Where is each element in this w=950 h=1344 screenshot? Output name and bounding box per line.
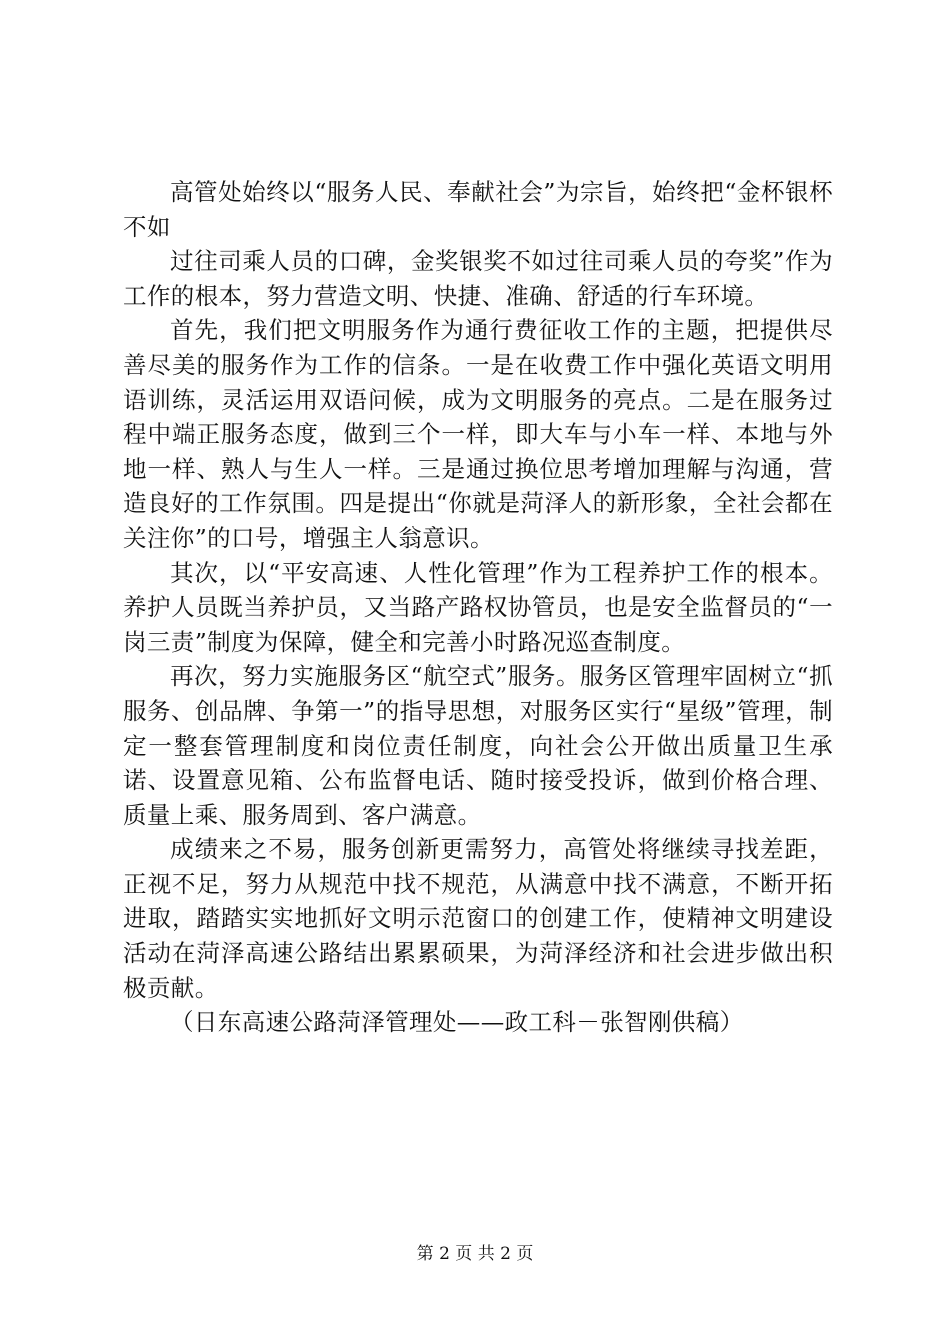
paragraph-conclusion: 成绩来之不易，服务创新更需努力，高管处将继续寻找差距，正视不足，努力从规范中找不规范，从满意中找不满意，不断开拓进取，踏踏实实地抓好文明示范窗口的创建工作，使精神文明建设活动在菏泽高速公路结出累累硕果，为菏泽经济和社会进步做出积极贡献。 (123, 835, 833, 1002)
paragraph-second-measure: 其次，以“平安高速、人性化管理”作为工程养护工作的根本。养护人员既当养护员，又当路产路权协管员，也是安全监督员的“一岗三责”制度为保障，健全和完善小时路况巡查制度。 (123, 558, 833, 656)
page-footer (0, 1243, 950, 1265)
document-body (123, 175, 833, 1040)
paragraph-third-measure: 再次，努力实施服务区“航空式”服务。服务区管理牢固树立“抓服务、创品牌、争第一”的指导思想，对服务区实行“星级”管理，制定一整套管理制度和岗位责任制度，向社会公开做出质量卫生承诺、设置意见箱、公布监督电话、随时接受投诉，做到价格合理、质量上乘、服务周到、客户满意。 (123, 662, 833, 829)
page-number: 第 2 页 共 2 页 (416, 1244, 534, 1264)
paragraph-intro-continued: 过往司乘人员的口碑，金奖银奖不如过往司乘人员的夸奖”作为工作的根本，努力营造文明、快捷、准确、舒适的行车环境。 (123, 247, 833, 310)
paragraph-intro: 高管处始终以“服务人民、奉献社会”为宗旨，始终把“金杯银杯不如 (123, 178, 833, 241)
author-credit: （日东高速公路菏泽管理处——政工科－张智刚供稿） (170, 1008, 744, 1037)
paragraph-first-measure: 首先，我们把文明服务作为通行费征收工作的主题，把提供尽善尽美的服务作为工作的信条。一是在收费工作中强化英语文明用语训练，灵活运用双语问候，成为文明服务的亮点。二是在服务过程中端正服务态度，做到三个一样，即大车与小车一样、本地与外地一样、熟人与生人一样。三是通过换位思考增加理解与沟通，营造良好的工作氛围。四是提出“你就是菏泽人的新形象，全社会都在关注你”的口号，增强主人翁意识。 (123, 316, 833, 552)
